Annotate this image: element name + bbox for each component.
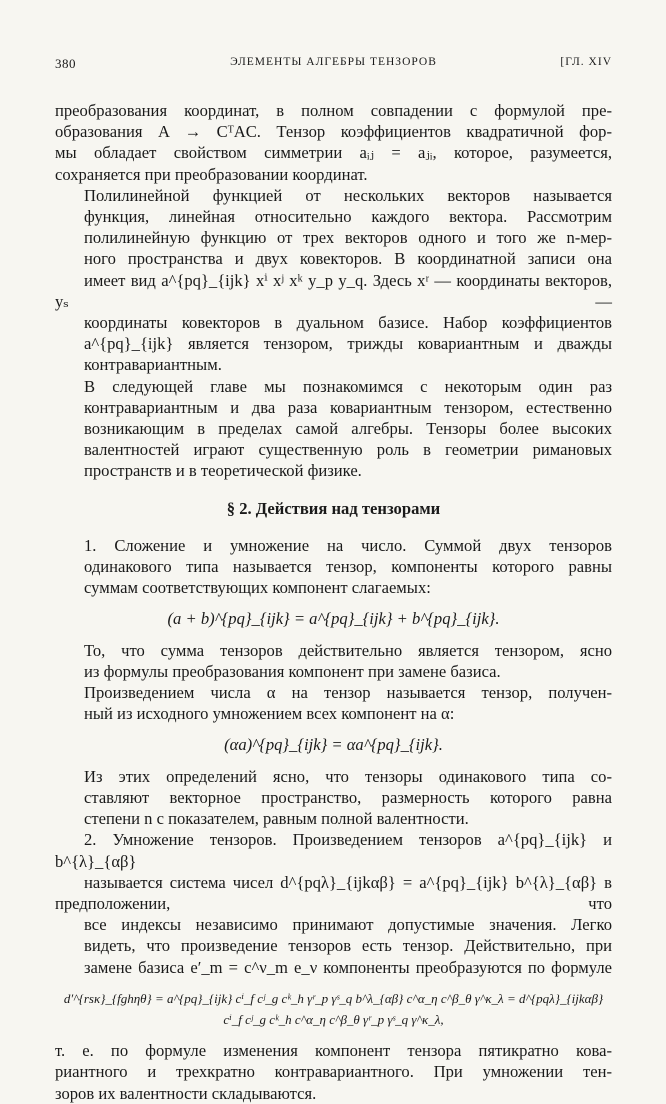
text-line: Произведением числа α на тензор называется тензор, получен- xyxy=(84,683,612,703)
text-line: т. е. по формуле изменения компонент тензора пятикратно кова- xyxy=(55,1041,612,1061)
paragraph-3 xyxy=(55,376,612,482)
text-line: 2. Умножение тензоров. Произведением тензоров a^{pq}_{ijk} и b^{λ}_{αβ} xyxy=(55,830,612,871)
running-title: ЭЛЕМЕНТЫ АЛГЕБРЫ ТЕНЗОРОВ xyxy=(230,56,437,68)
text-line: Из этих определений ясно, что тензоры одинакового типа со- xyxy=(84,766,612,786)
text-line: суммам соответствующих компонент слагаемых: xyxy=(84,578,431,598)
formula-tensor-product: d′^{rsκ}_{fghηθ} = a^{pq}_{ijk} cⁱ_f cʲ_g cᵏ_h γʳ_p γˢ_q b^λ_{αβ} c^α_η c^β_θ γ^κ_λ = d^{pqλ}_{ijkαβ} cⁱ_f cʲ_g cᵏ_h c^α_η c^β_θ γʳ_p γˢ_q γ^κ_λ, xyxy=(63,990,604,1027)
text-line: валентностей играют существенную роль в геометрии римановых xyxy=(84,440,612,460)
text-line: a^{pq}_{ijk} является тензором, трижды ковариантным и дважды xyxy=(84,334,612,354)
text-line: мы обладает свойством симметрии aᵢⱼ = aⱼᵢ, которое, разумеется, xyxy=(55,143,612,163)
formula-scalar-product: (αa)^{pq}_{ijk} = αa^{pq}_{ijk}. xyxy=(224,735,443,755)
paragraph-6 xyxy=(55,682,612,724)
paragraph-4 xyxy=(55,535,612,599)
text-line: пространств и в теоретической физике. xyxy=(84,461,362,481)
text-line: контравариантным. xyxy=(84,355,222,375)
text-line: из формулы преобразования компонент при замене базиса. xyxy=(84,661,501,681)
text-line: все индексы независимо принимают допустимые значения. Легко xyxy=(84,915,612,935)
text-line: полилинейную функцию от трех векторов одного и того же n-мер- xyxy=(84,228,612,248)
text-line: замене базиса e′_m = c^ν_m e_ν компоненты преобразуются по формуле xyxy=(84,957,612,977)
page xyxy=(55,56,612,1104)
page-number: 380 xyxy=(55,56,76,71)
running-header xyxy=(55,56,612,78)
paragraph-7 xyxy=(55,766,612,830)
text-line: называется система чисел d^{pqλ}_{ijkαβ} = a^{pq}_{ijk} b^{λ}_{αβ} в предположении, что xyxy=(55,872,612,913)
section-title: § 2. Действия над тензорами xyxy=(226,498,441,518)
text-body xyxy=(55,100,612,1104)
paragraph-9 xyxy=(55,1040,612,1104)
text-line: функция, линейная относительно каждого вектора. Рассмотрим xyxy=(84,207,612,227)
paragraph-5 xyxy=(55,640,612,682)
text-line: Полилинейной функцией от нескольких векторов называется xyxy=(84,185,612,205)
chapter-label: [ГЛ. XIV xyxy=(560,56,612,68)
text-line: одинакового типа называется тензор, компоненты которого равны xyxy=(84,557,612,577)
text-line: возникающим в пределах самой алгебры. Тензоры более высоких xyxy=(84,419,612,439)
text-line: В следующей главе мы познакомимся с некоторым один раз xyxy=(84,376,612,396)
text-line: степени n с показателем, равным полной валентности. xyxy=(84,809,469,829)
text-line: контравариантным и два раза ковариантным тензором, естественно xyxy=(84,397,612,417)
text-line: ного пространства и двух ковекторов. В координатной записи она xyxy=(84,249,612,269)
text-line: преобразования координат, в полном совпадении с формулой пре- xyxy=(55,101,612,120)
text-line: образования A → CᵀAC. Тензор коэффициентов квадратичной фор- xyxy=(55,122,612,142)
text-line: видеть, что произведение тензоров есть тензор. Действительно, при xyxy=(84,936,612,956)
text-line: 1. Сложение и умножение на число. Суммой двух тензоров xyxy=(84,535,612,555)
paragraph-1 xyxy=(55,100,612,185)
text-line: зоров их валентности складываются. xyxy=(55,1083,317,1103)
text-line: ный из исходного умножением всех компонент на α: xyxy=(84,704,455,724)
text-line: имеет вид a^{pq}_{ijk} xⁱ xʲ xᵏ y_p y_q. Здесь xʳ — координаты векторов, yₛ — xyxy=(55,270,612,311)
formula-sum: (a + b)^{pq}_{ijk} = a^{pq}_{ijk} + b^{pq}_{ijk}. xyxy=(167,609,500,629)
text-line: координаты ковекторов в дуальном базисе. Набор коэффициентов xyxy=(84,313,612,333)
paragraph-2 xyxy=(55,185,612,376)
text-line: риантного и трехкратно контравариантного. При умножении тен- xyxy=(55,1062,612,1082)
text-line: ставляют векторное пространство, размерность которого равна xyxy=(84,787,612,807)
text-line: То, что сумма тензоров действительно является тензором, ясно xyxy=(84,640,612,660)
paragraph-8 xyxy=(55,829,612,977)
text-line: сохраняется при преобразовании координат. xyxy=(55,164,368,184)
